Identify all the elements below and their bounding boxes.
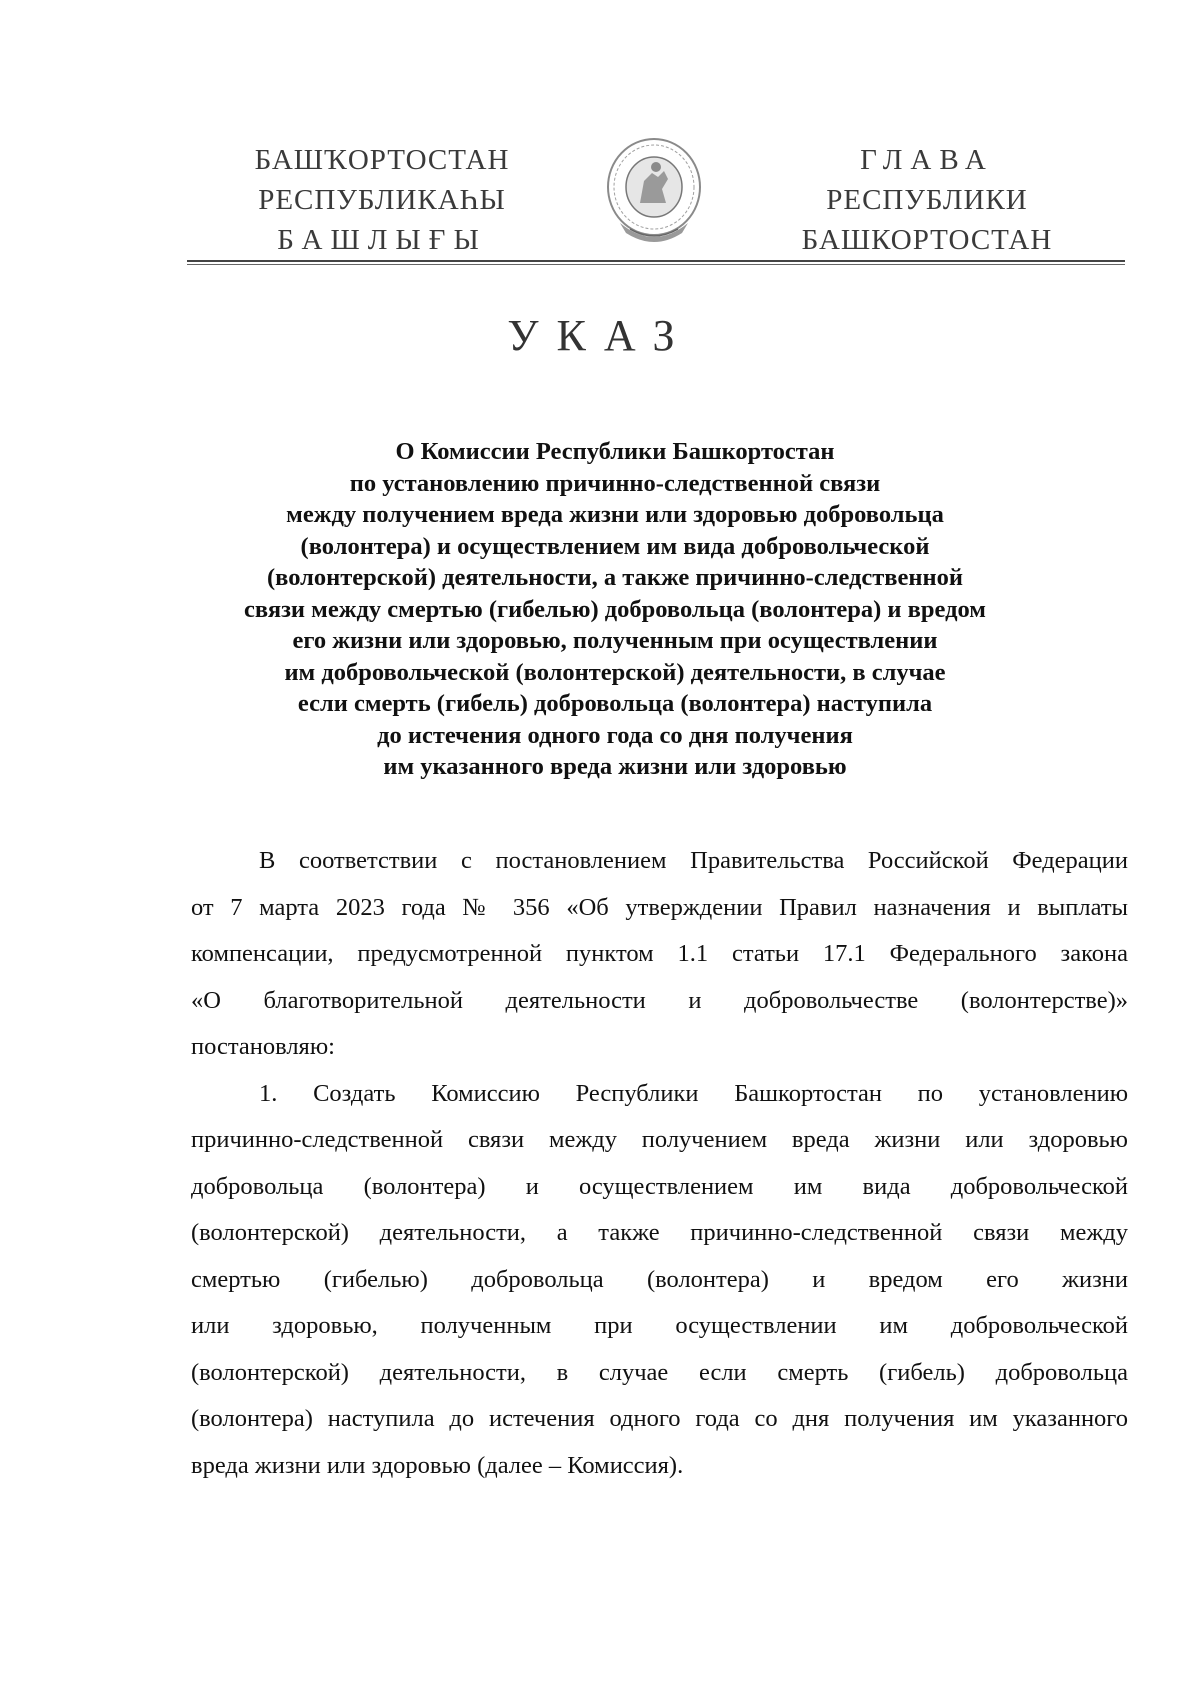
- letterhead-divider: [187, 260, 1125, 262]
- body-line: причинно-следственной связи между получением вреда жизни или здоровью: [191, 1126, 1128, 1153]
- body-line: постановляю:: [191, 1033, 335, 1060]
- body-line: добровольца (волонтера) и осуществлением им вида добровольческой: [191, 1172, 1128, 1200]
- body-line: от 7 марта 2023 года № 356 «Об утверждении Правил назначения и выплаты: [191, 893, 1128, 921]
- body-line: «О благотворительной деятельности и добровольчестве (волонтерстве)»: [191, 986, 1128, 1014]
- subject-line: между получением вреда жизни или здоровью добровольца: [286, 501, 944, 528]
- body-line: (волонтера) наступила до истечения одного года со дня получения им указанного: [191, 1405, 1128, 1432]
- body-line: вреда жизни или здоровью (далее – Комиссия).: [191, 1451, 684, 1479]
- letterhead-bashkir-line-3: БАШЛЫҒЫ: [277, 224, 487, 256]
- document-type-title: УКАЗ: [507, 311, 693, 360]
- subject-line: им добровольческой (волонтерской) деятельности, в случае: [284, 658, 946, 686]
- preamble-paragraph: [191, 838, 1128, 1071]
- subject-line: О Комиссии Республики Башкортостан: [395, 438, 835, 465]
- coat-of-arms-bashkortostan-icon: [600, 133, 708, 247]
- letterhead-bashkir-line-1: БАШҠОРТОСТАН: [254, 144, 510, 176]
- body-line: (волонтерской) деятельности, а также причинно-следственной связи между: [191, 1219, 1128, 1246]
- body-line: или здоровью, полученным при осуществлении им добровольческой: [191, 1312, 1128, 1339]
- subject-line: по установлению причинно-следственной связи: [349, 469, 881, 497]
- item-1-paragraph: [191, 1071, 1128, 1490]
- document-body: [191, 838, 1128, 1489]
- letterhead-russian-line-2: РЕСПУБЛИКИ: [826, 184, 1028, 216]
- subject-line: если смерть (гибель) добровольца (волонтера) наступила: [297, 690, 933, 717]
- subject-line: связи между смертью (гибелью) добровольца (волонтера) и вредом: [244, 595, 986, 623]
- body-line: компенсации, предусмотренной пунктом 1.1 статьи 17.1 Федерального закона: [191, 940, 1128, 967]
- letterhead-russian-line-3: БАШКОРТОСТАН: [801, 224, 1053, 256]
- decree-subject: [220, 436, 1010, 783]
- subject-line: его жизни или здоровью, полученным при осуществлении: [292, 627, 938, 654]
- letterhead-russian-line-1: ГЛАВА: [860, 144, 994, 176]
- letterhead-bashkir-line-2: РЕСПУБЛИКАҺЫ: [258, 184, 506, 216]
- subject-line: до истечения одного года со дня получения: [377, 721, 853, 749]
- body-line: смертью (гибелью) добровольца (волонтера) и вредом его жизни: [191, 1265, 1128, 1293]
- letterhead-russian: [782, 140, 1072, 260]
- subject-line: (волонтерской) деятельности, а также причинно-следственной: [266, 564, 963, 591]
- letterhead-bashkir: [232, 140, 532, 260]
- subject-line: (волонтера) и осуществлением им вида добровольческой: [300, 532, 930, 560]
- body-line: 1. Создать Комиссию Республики Башкортостан по установлению: [259, 1079, 1128, 1107]
- subject-line: им указанного вреда жизни или здоровью: [383, 753, 847, 780]
- letterhead-divider-thin: [187, 264, 1125, 265]
- body-line: В соответствии с постановлением Правительства Российской Федерации: [259, 847, 1128, 874]
- body-line: (волонтерской) деятельности, в случае если смерть (гибель) добровольца: [191, 1358, 1128, 1386]
